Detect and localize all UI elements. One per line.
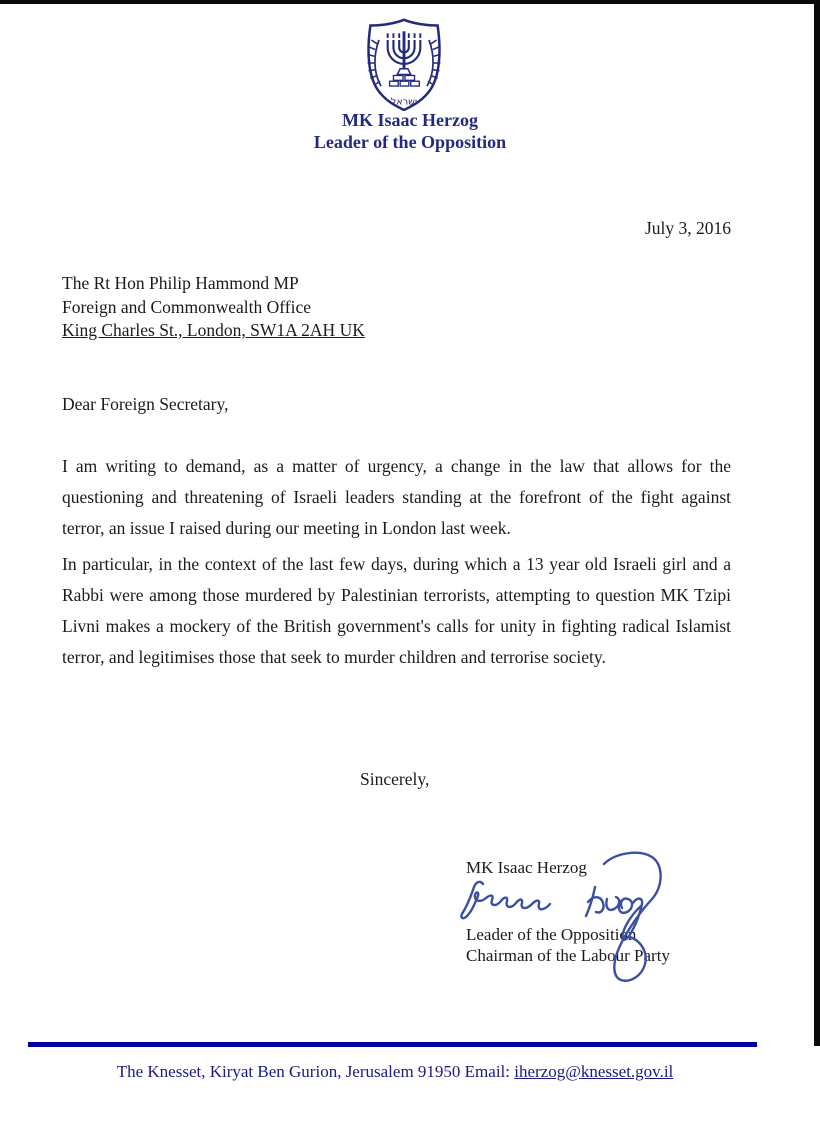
recipient-office: Foreign and Commonwealth Office	[62, 296, 311, 317]
signatory-title-2: Chairman of the Labour Party	[466, 946, 670, 965]
letterhead-name: MK Isaac Herzog	[342, 110, 478, 130]
scan-border-right	[814, 0, 820, 1046]
footer-address: The Knesset, Kiryat Ben Gurion, Jerusalem 91950 Email:	[116, 1062, 515, 1081]
body-paragraph-2: In particular, in the context of the last few days, during which a 13 year old Israeli girl and a Rabbi were among those murdered by Palestinian terrorists, attempting to question MK Tzipi Livni makes a mockery of the British government's calls for unity in fighting radical Islamist terror, and legitimises those that seek to murder children and terrorise society.	[62, 554, 731, 667]
israel-state-emblem-icon	[357, 15, 451, 111]
salutation: Dear Foreign Secretary,	[62, 394, 229, 414]
footer-email-link[interactable]: iherzog@knesset.gov.il	[514, 1062, 674, 1081]
recipient-name: The Rt Hon Philip Hammond MP	[62, 273, 299, 293]
letterhead-title: Leader of the Opposition	[313, 132, 507, 152]
letter-body	[62, 451, 731, 673]
scan-border-top	[0, 0, 820, 4]
footer-rule	[28, 1042, 757, 1047]
handwritten-signature	[455, 850, 670, 995]
recipient-street: King Charles St., London, SW1A 2AH UK	[62, 320, 365, 340]
emblem-hebrew-label: ישראל	[390, 96, 418, 108]
signatory-name: MK Isaac Herzog	[466, 858, 587, 877]
footer-text	[0, 1062, 790, 1082]
body-paragraph-1: I am writing to demand, as a matter of urgency, a change in the law that allows for the questioning and threatening of Israeli leaders standing at the forefront of the fight against terror, an issue I raised during our meeting in London last week.	[62, 456, 731, 538]
recipient-address	[62, 272, 365, 343]
closing: Sincerely,	[360, 769, 430, 789]
signatory-title-1: Leader of the Opposition	[466, 925, 637, 944]
letter-date: July 3, 2016	[644, 218, 731, 238]
